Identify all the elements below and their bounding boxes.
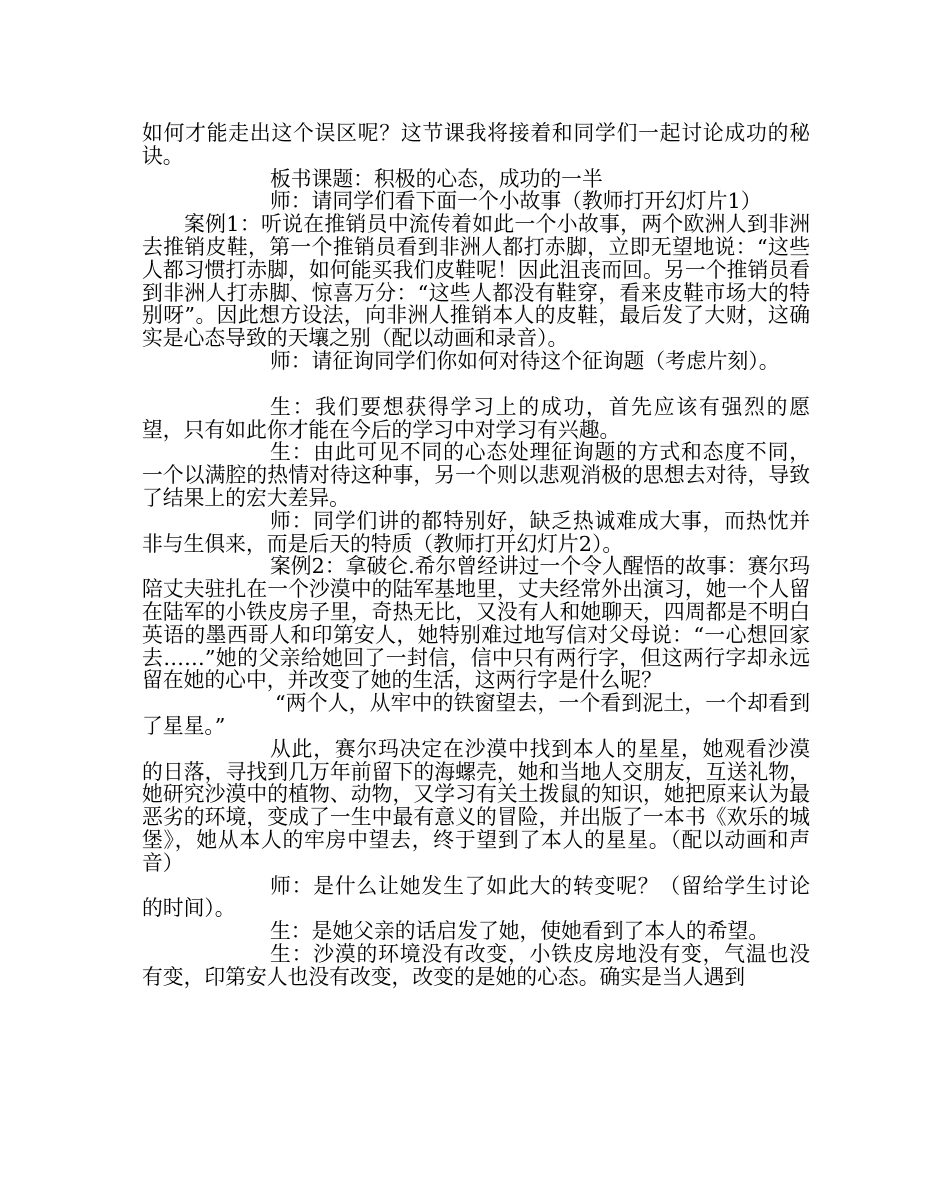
paragraph-case-1: 案例1：听说在推销员中流传着如此一个小故事，两个欧洲人到非洲去推销皮鞋，第一个推销员看到非洲人都打赤脚，立即无望地说：“这些人都习惯打赤脚，如何能买我们皮鞋呢！因此沮丧而回。另一个推销员看到非洲人打赤脚、惊喜万分：“这些人都没有鞋穿，看来皮鞋市场大的特别呀”。因此想方设法，向非洲人推销本人的皮鞋，最后发了大财，这确实是心态导致的天壤之别（配以动画和录音）。 bbox=[142, 212, 810, 351]
paragraph-teacher-3: 师：同学们讲的都特别好，缺乏热诚难成大事，而热忱并非与生俱来，而是后天的特质（教师打开幻灯片2）。 bbox=[142, 508, 810, 556]
paragraph-gap bbox=[142, 373, 810, 396]
document-page bbox=[142, 122, 810, 988]
paragraph-teacher-4: 师：是什么让她发生了如此大的转变呢？（留给学生讨论的时间）。 bbox=[142, 873, 810, 921]
paragraph-story: 从此，赛尔玛决定在沙漠中找到本人的星星，她观看沙漠的日落，寻找到几万年前留下的海螺壳，她和当地人交朋友，互送礼物，她研究沙漠中的植物、动物，又学习有关土拨鼠的知识，她把原来认为最恶劣的环境，变成了一生中最有意义的冒险，并出版了一本书《欢乐的城堡》，她从本人的牢房中望去，终于望到了本人的星星。（配以动画和声音） bbox=[142, 736, 810, 875]
paragraph-teacher-1: 师：请同学们看下面一个小故事（教师打开幻灯片1） bbox=[270, 189, 762, 214]
paragraph-quote: “两个人，从牢中的铁窗望去，一个看到泥土，一个却看到了星星。” bbox=[142, 691, 810, 738]
paragraph-student-1: 生：我们要想获得学习上的成功，首先应该有强烈的愿望，只有如此你才能在今后的学习中对学习有兴趣。 bbox=[142, 394, 810, 442]
paragraph-board-title: 板书课题：积极的心态，成功的一半 bbox=[270, 166, 603, 191]
paragraph-intro: 如何才能走出这个误区呢？这节课我将接着和同学们一起讨论成功的秘诀。 bbox=[142, 121, 810, 168]
paragraph-student-4: 生：沙漠的环境没有改变，小铁皮房地没有变，气温也没有变，印第安人也没有改变，改变的是她的心态。确实是当人遇到 bbox=[142, 941, 810, 989]
paragraph-case-2: 案例2：拿破仑.希尔曾经讲过一个令人醒悟的故事：赛尔玛陪丈夫驻扎在一个沙漠中的陆军基地里，丈夫经常外出演习，她一个人留在陆军的小铁皮房子里，奇热无比，又没有人和她聊天，四周都是不明白英语的墨西哥人和印第安人，她特别难过地写信对父母说：“一心想回家去……”她的父亲给她回了一封信，信中只有两行字，但这两行字却永远留在她的心中，并改变了她的生活，这两行字是什么呢？ bbox=[142, 554, 810, 693]
paragraph-student-3: 生：是她父亲的话启发了她，使她看到了本人的希望。 bbox=[270, 919, 770, 944]
paragraph-student-2: 生：由此可见不同的心态处理征询题的方式和态度不同，一个以满腔的热情对待这种事，另一个则以悲观消极的思想去对待，导致了结果上的宏大差异。 bbox=[142, 440, 810, 510]
paragraph-teacher-2: 师：请征询同学们你如何对待这个征询题（考虑片刻）。 bbox=[270, 348, 780, 373]
